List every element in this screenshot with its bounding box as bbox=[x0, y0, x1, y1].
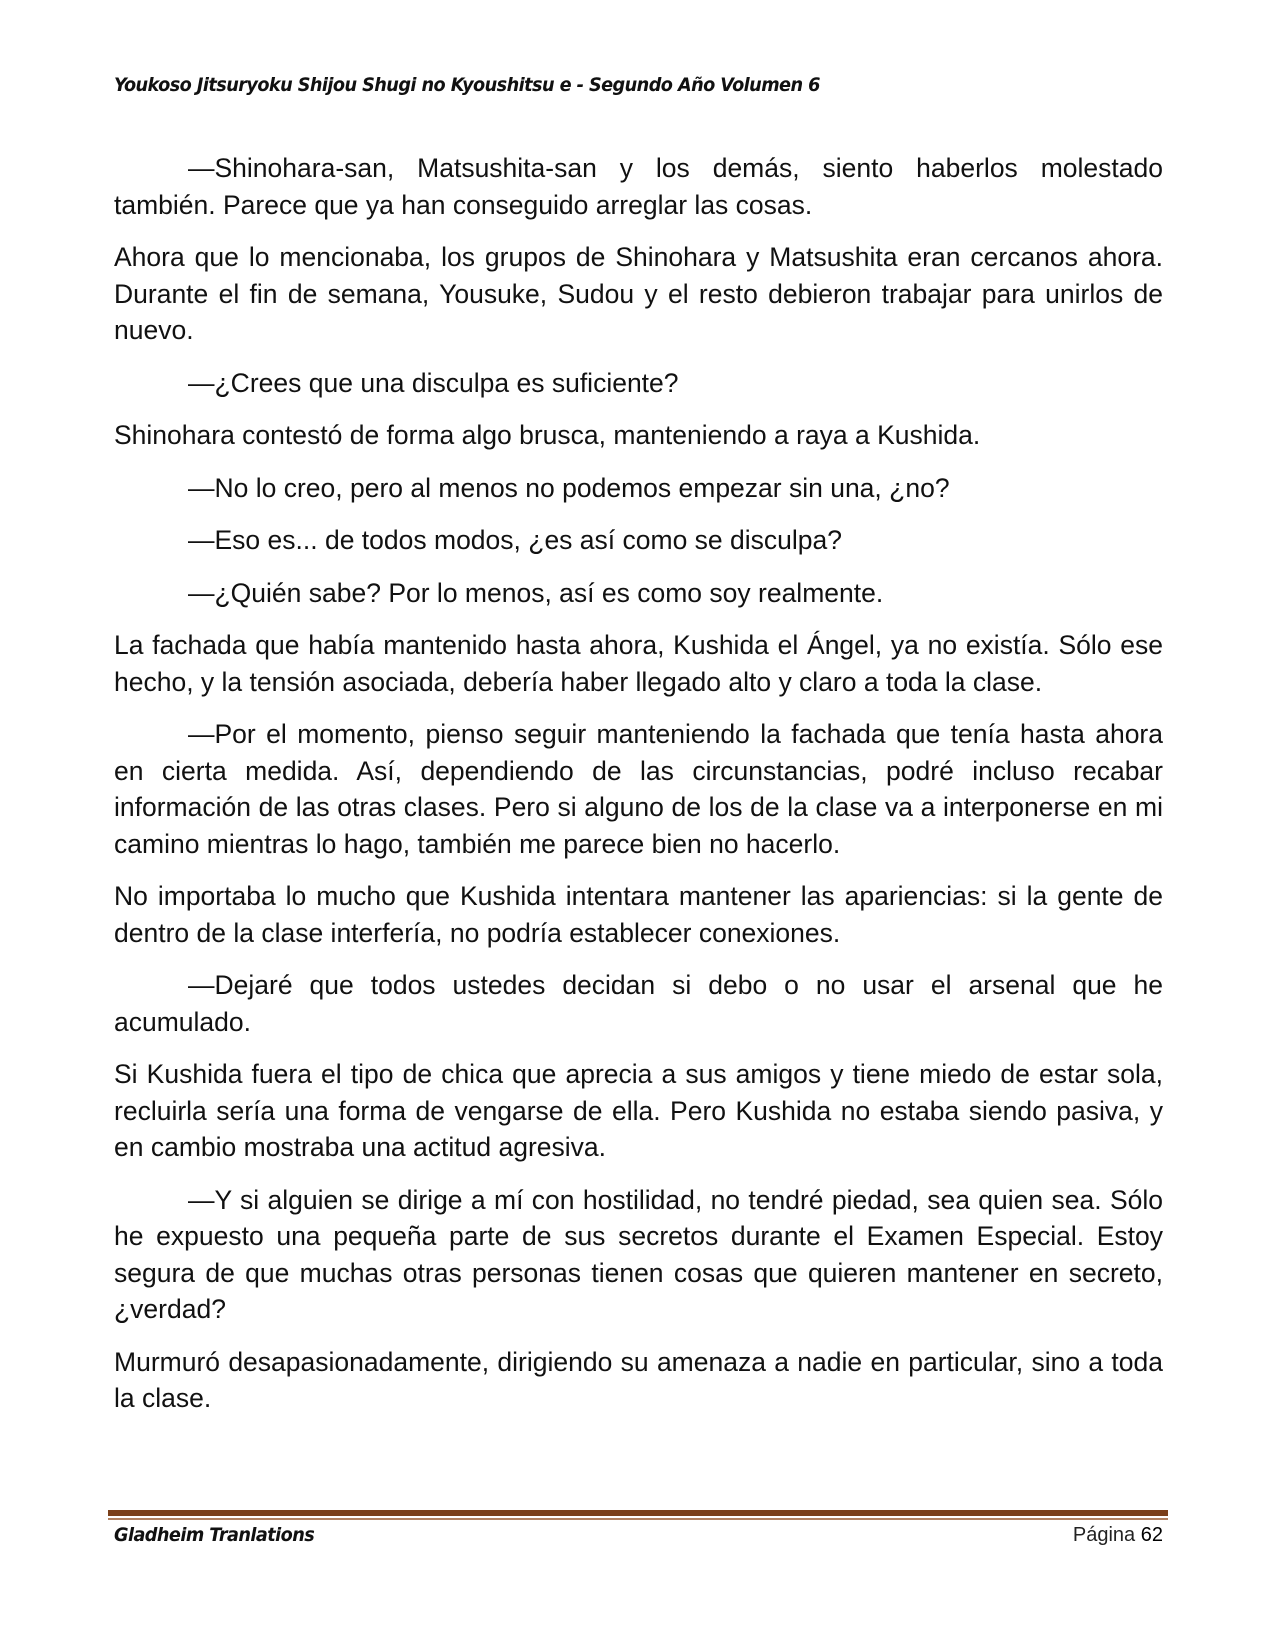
paragraph: —Dejaré que todos ustedes decidan si debo o no usar el arsenal que he acumulado. bbox=[114, 970, 1163, 1037]
footer-credit: Gladheim Tranlations bbox=[114, 1524, 315, 1546]
paragraph: Ahora que lo mencionaba, los grupos de Shinohara y Matsushita eran cercanos ahora. Durante el fin de semana, Yousuke, Sudou y el resto debieron trabajar para unirlos de nuevo. bbox=[114, 242, 1163, 345]
paragraph: Shinohara contestó de forma algo brusca, manteniendo a raya a Kushida. bbox=[114, 420, 981, 450]
footer-rule-thin bbox=[108, 1518, 1168, 1520]
paragraph: —Eso es... de todos modos, ¿es así como se disculpa? bbox=[188, 525, 842, 555]
paragraph: —No lo creo, pero al menos no podemos empezar sin una, ¿no? bbox=[188, 472, 950, 503]
paragraph: Si Kushida fuera el tipo de chica que aprecia a sus amigos y tiene miedo de estar sola, recluirla sería una forma de vengarse de ella. Pero Kushida no estaba siendo pasiva, y en cambio mostraba una actitud agresiva. bbox=[114, 1059, 1163, 1162]
paragraph: —Por el momento, pienso seguir manteniendo la fachada que tenía hasta ahora en cierta medida. Así, dependiendo de las circunstancias, podré incluso recabar información de las otras clases. Pero si alguno de los de la clase va a interponerse en mi camino mientras lo hago, también me parece bien no hacerlo. bbox=[114, 719, 1163, 859]
paragraph: —¿Crees que una disculpa es suficiente? bbox=[188, 367, 679, 398]
paragraph: La fachada que había mantenido hasta ahora, Kushida el Ángel, ya no existía. Sólo ese hecho, y la tensión asociada, debería haber llegado alto y claro a toda la clase. bbox=[114, 630, 1163, 697]
paragraph: —Y si alguien se dirige a mí con hostilidad, no tendré piedad, sea quien sea. Sólo he expuesto una pequeña parte de sus secretos durante el Examen Especial. Estoy segura de que muchas otras personas tienen cosas que quieren mantener en secreto, ¿verdad? bbox=[114, 1184, 1163, 1324]
running-header: Youkoso Jitsuryoku Shijou Shugi no Kyoushitsu e - Segundo Año Volumen 6 bbox=[114, 74, 820, 96]
page-label: Página bbox=[1072, 1524, 1136, 1546]
paragraph: —¿Quién sabe? Por lo menos, así es como soy realmente. bbox=[188, 577, 884, 608]
paragraph: Murmuró desapasionadamente, dirigiendo su amenaza a nadie en particular, sino a toda la clase. bbox=[114, 1346, 1163, 1413]
paragraph: —Shinohara-san, Matsushita-san y los demás, siento haberlos molestado también. Parece que ya han conseguido arreglar las cosas. bbox=[114, 153, 1163, 220]
footer-rule bbox=[108, 1510, 1168, 1516]
page-number-value: 62 bbox=[1140, 1524, 1163, 1546]
page-number bbox=[1073, 1524, 1163, 1547]
page-body bbox=[114, 150, 1163, 1433]
paragraph: No importaba lo mucho que Kushida intentara mantener las apariencias: si la gente de dentro de la clase interfería, no podría establecer conexiones. bbox=[114, 881, 1163, 948]
